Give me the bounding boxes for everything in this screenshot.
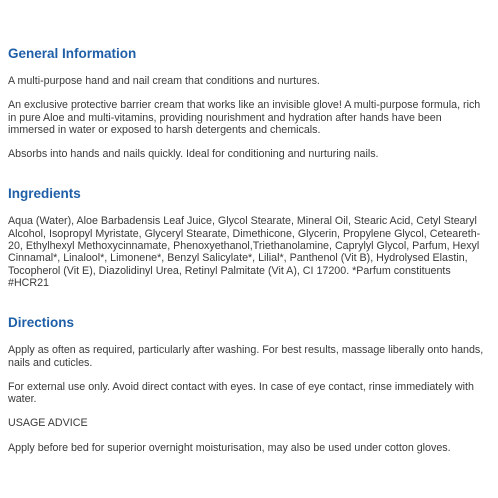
general-paragraph-1: A multi-purpose hand and nail cream that conditions and nurtures.	[8, 75, 320, 87]
general-information-heading: General Information	[8, 46, 137, 61]
directions-paragraph-1: Apply as often as required, particularly after washing. For best results, massage liberally onto hands, nails and cuticles.	[8, 344, 484, 369]
ingredients-text: Aqua (Water), Aloe Barbadensis Leaf Juice, Glycol Stearate, Mineral Oil, Stearic Acid, Cetyl Stearyl Alcohol, Isopropyl Myristate, Glyceryl Stearate, Dimethicone, Glycerin, Propylene Glycol, Ceteareth-20, Ethylhexyl Methoxycinnamate, Phenoxyethanol,Triethanolamine, Caprylyl Glycol, Parfum, Hexyl Cinnamal*, Linalool*, Limonene*, Benzyl Salicylate*, Lilial*, Panthenol (Vit B), Hydrolysed Elastin, Tocopherol (Vit E), Diazolidinyl Urea, Retinyl Palmitate (Vit A), CI 17200. *Parfum constituents #HCR21	[8, 215, 481, 289]
ingredients-heading: Ingredients	[8, 186, 81, 202]
directions-paragraph-2: For external use only. Avoid direct contact with eyes. In case of eye contact, rinse immediately with water.	[8, 380, 474, 406]
general-paragraph-2: An exclusive protective barrier cream that works like an invisible glove! A multi-purpose formula, rich in pure Aloe and multi-vitamins, providing nourishment and hydration after hands have been immersed in water or exposed to harsh detergents and chemicals.	[8, 99, 481, 136]
general-paragraph-3: Absorbs into hands and nails quickly. Ideal for conditioning and nurturing nails.	[8, 148, 379, 161]
ingredients-section	[8, 160, 488, 289]
directions-paragraph-4: Apply before bed for superior overnight moisturisation, may also be used under cotton gloves.	[8, 441, 451, 454]
usage-advice-label: USAGE ADVICE	[8, 417, 88, 430]
directions-heading: Directions	[8, 315, 75, 331]
general-information-section	[8, 0, 488, 160]
directions-section	[8, 289, 488, 454]
